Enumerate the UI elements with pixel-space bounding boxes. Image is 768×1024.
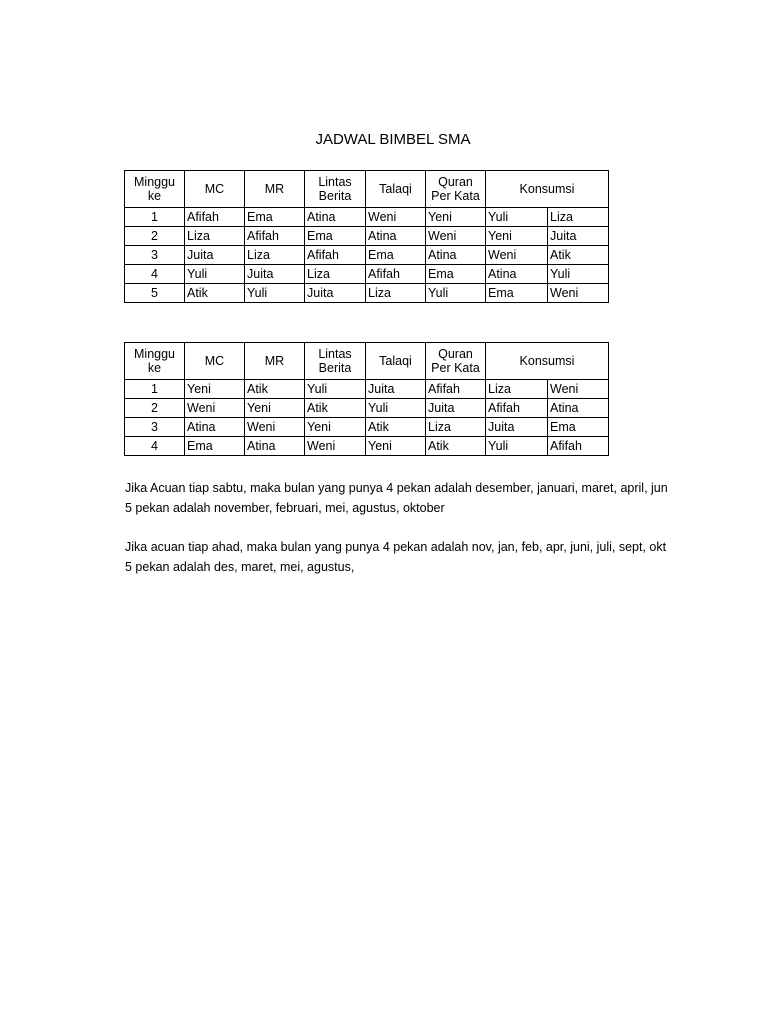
- table-cell: Yeni: [486, 227, 548, 246]
- table-cell: Afifah: [548, 437, 609, 456]
- table-cell: Yuli: [486, 437, 548, 456]
- table-cell: Yeni: [366, 437, 426, 456]
- table-cell: Atina: [245, 437, 305, 456]
- table-row: [125, 380, 609, 399]
- table-cell: Juita: [426, 399, 486, 418]
- note-acuan-sabtu: [125, 478, 668, 518]
- week-number-cell: 3: [125, 246, 185, 265]
- table-cell: Atina: [305, 208, 366, 227]
- note-line: 5 pekan adalah des, maret, mei, agustus,: [125, 560, 355, 574]
- week-number-cell: 3: [125, 418, 185, 437]
- table-cell: Juita: [245, 265, 305, 284]
- header-mc: MC: [185, 171, 245, 208]
- header-quran-per-kata: Quran Per Kata: [426, 343, 486, 380]
- table-cell: Afifah: [185, 208, 245, 227]
- table-cell: Yuli: [486, 208, 548, 227]
- table-row: [125, 265, 609, 284]
- table-cell: Yeni: [305, 418, 366, 437]
- table-cell: Liza: [305, 265, 366, 284]
- table-cell: Yeni: [185, 380, 245, 399]
- table-cell: Weni: [245, 418, 305, 437]
- header-mc: MC: [185, 343, 245, 380]
- table-cell: Yuli: [305, 380, 366, 399]
- table-cell: Liza: [366, 284, 426, 303]
- table-cell: Atina: [548, 399, 609, 418]
- table-cell: Yuli: [426, 284, 486, 303]
- table-header-row: [125, 343, 609, 380]
- schedule-table-1: [124, 170, 609, 303]
- table-cell: Afifah: [486, 399, 548, 418]
- header-mr: MR: [245, 343, 305, 380]
- header-minggu-ke: Minggu ke: [125, 171, 185, 208]
- week-number-cell: 2: [125, 399, 185, 418]
- table-cell: Yuli: [366, 399, 426, 418]
- table-cell: Weni: [305, 437, 366, 456]
- table-cell: Atik: [305, 399, 366, 418]
- table-cell: Juita: [305, 284, 366, 303]
- header-lintas-berita: Lintas Berita: [305, 343, 366, 380]
- note-acuan-ahad: [125, 537, 666, 577]
- header-talaqi: Talaqi: [366, 343, 426, 380]
- week-number-cell: 2: [125, 227, 185, 246]
- table-cell: Atik: [548, 246, 609, 265]
- note-line: Jika acuan tiap ahad, maka bulan yang punya 4 pekan adalah nov, jan, feb, apr, juni, juli, sept, okt: [125, 540, 667, 554]
- header-mr: MR: [245, 171, 305, 208]
- table-header-row: [125, 171, 609, 208]
- table-cell: Juita: [548, 227, 609, 246]
- table-cell: Atina: [486, 265, 548, 284]
- table-cell: Atik: [185, 284, 245, 303]
- week-number-cell: 1: [125, 208, 185, 227]
- table-cell: Yeni: [245, 399, 305, 418]
- table-cell: Ema: [245, 208, 305, 227]
- table-row: [125, 227, 609, 246]
- schedule-table-2: [124, 342, 609, 456]
- week-number-cell: 5: [125, 284, 185, 303]
- table-cell: Afifah: [426, 380, 486, 399]
- table-cell: Weni: [548, 284, 609, 303]
- week-number-cell: 4: [125, 437, 185, 456]
- table-cell: Liza: [185, 227, 245, 246]
- table-cell: Ema: [426, 265, 486, 284]
- table-cell: Liza: [548, 208, 609, 227]
- table-cell: Liza: [245, 246, 305, 265]
- table-cell: Ema: [185, 437, 245, 456]
- header-konsumsi: Konsumsi: [486, 171, 609, 208]
- table-cell: Juita: [366, 380, 426, 399]
- table-cell: Atik: [426, 437, 486, 456]
- table-cell: Yeni: [426, 208, 486, 227]
- header-lintas-berita: Lintas Berita: [305, 171, 366, 208]
- table-cell: Atik: [245, 380, 305, 399]
- table-cell: Weni: [366, 208, 426, 227]
- header-quran-per-kata: Quran Per Kata: [426, 171, 486, 208]
- header-minggu-ke: Minggu ke: [125, 343, 185, 380]
- table-cell: Atina: [185, 418, 245, 437]
- table-cell: Yuli: [185, 265, 245, 284]
- table-cell: Afifah: [305, 246, 366, 265]
- table-cell: Liza: [486, 380, 548, 399]
- header-talaqi: Talaqi: [366, 171, 426, 208]
- table-cell: Weni: [185, 399, 245, 418]
- table-cell: Ema: [548, 418, 609, 437]
- table-cell: Afifah: [245, 227, 305, 246]
- note-line: 5 pekan adalah november, februari, mei, agustus, oktober: [125, 501, 445, 515]
- table-cell: Weni: [548, 380, 609, 399]
- table-cell: Liza: [426, 418, 486, 437]
- table-cell: Atik: [366, 418, 426, 437]
- page-title: JADWAL BIMBEL SMA: [315, 131, 471, 148]
- table-cell: Atina: [426, 246, 486, 265]
- table-cell: Weni: [486, 246, 548, 265]
- table-cell: Atina: [366, 227, 426, 246]
- table-cell: Weni: [426, 227, 486, 246]
- table-cell: Juita: [486, 418, 548, 437]
- table-cell: Ema: [305, 227, 366, 246]
- table-row: [125, 399, 609, 418]
- table-row: [125, 208, 609, 227]
- table-row: [125, 246, 609, 265]
- table-row: [125, 437, 609, 456]
- note-line: Jika Acuan tiap sabtu, maka bulan yang punya 4 pekan adalah desember, januari, maret, april, jun: [125, 481, 668, 495]
- week-number-cell: 4: [125, 265, 185, 284]
- header-konsumsi: Konsumsi: [486, 343, 609, 380]
- week-number-cell: 1: [125, 380, 185, 399]
- table-cell: Yuli: [548, 265, 609, 284]
- table-cell: Ema: [366, 246, 426, 265]
- table-row: [125, 284, 609, 303]
- table-cell: Ema: [486, 284, 548, 303]
- table-cell: Afifah: [366, 265, 426, 284]
- table-cell: Juita: [185, 246, 245, 265]
- table-cell: Yuli: [245, 284, 305, 303]
- table-row: [125, 418, 609, 437]
